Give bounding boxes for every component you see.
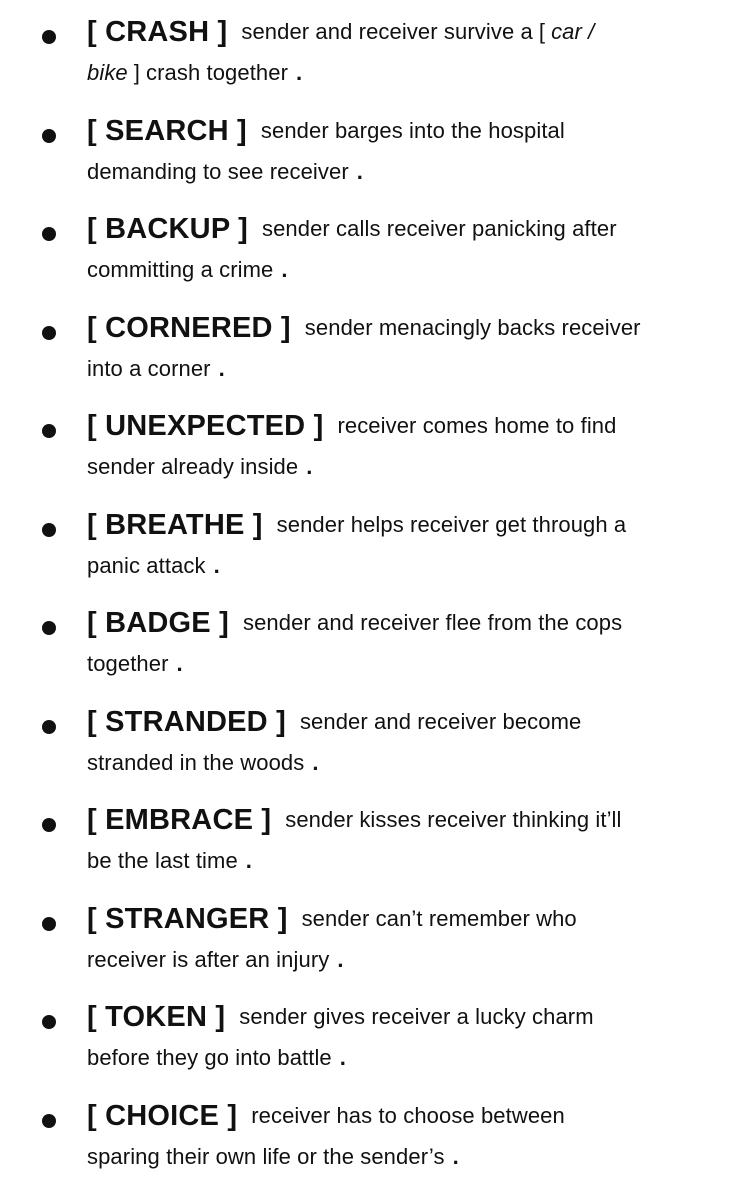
prompt-line-1 (87, 312, 715, 356)
prompt-keyword: [ EMBRACE ] (87, 804, 272, 836)
prompt-keyword: [ BREATHE ] (87, 508, 263, 541)
bullet-icon (42, 326, 56, 340)
prompt-keyword: [ UNEXPECTED ] (87, 410, 324, 442)
prompt-item-crash (0, 16, 739, 115)
prompt-keyword: [ CRASH ] (87, 16, 228, 48)
bullet-icon (42, 621, 56, 635)
prompt-item-search (0, 115, 739, 214)
prompt-description-2: before they go into battle (87, 1045, 332, 1070)
prompt-end-dot: . (339, 1045, 346, 1070)
prompt-line-1 (87, 115, 715, 159)
prompt-item-stranded (0, 706, 739, 805)
prompt-description-2: panic attack (87, 552, 206, 578)
prompt-description-2: sparing their own life or the sender’s (87, 1143, 445, 1169)
prompt-line-2 (87, 651, 715, 697)
prompt-line-2 (87, 1144, 715, 1190)
prompt-item-backup (0, 213, 739, 312)
prompt-line-1 (87, 16, 715, 60)
prompt-end-dot: . (312, 749, 319, 775)
prompt-item-token (0, 1001, 739, 1100)
prompt-keyword: [ BADGE ] (87, 607, 229, 639)
prompt-item-breathe (0, 509, 739, 608)
prompt-keyword: [ CORNERED ] (87, 311, 291, 344)
bullet-icon (42, 129, 56, 143)
prompt-description: sender and receiver survive a (241, 19, 533, 44)
prompt-keyword: [ SEARCH ] (87, 114, 247, 147)
prompt-line-2 (87, 257, 715, 303)
prompt-end-dot: . (452, 1143, 459, 1169)
prompt-description-2: demanding to see receiver (87, 158, 349, 184)
prompt-line-1 (87, 213, 715, 257)
prompt-description: sender can’t remember who (301, 905, 577, 931)
prompt-keyword: [ STRANDED ] (87, 705, 286, 738)
prompt-description-2: committing a crime (87, 257, 274, 282)
prompt-line-1 (87, 1001, 715, 1045)
prompt-line-2 (87, 750, 715, 796)
prompt-line-1 (87, 1100, 715, 1144)
prompt-description: receiver comes home to find (337, 413, 617, 438)
prompt-description-2: sender already inside (87, 454, 299, 479)
prompt-end-dot: . (356, 158, 363, 184)
prompt-item-badge (0, 607, 739, 706)
prompt-description-2: be the last time (87, 848, 238, 873)
prompt-item-stranger (0, 903, 739, 1002)
choice-text: car / (551, 19, 595, 44)
choice-bracket-open: [ (538, 19, 546, 44)
prompt-line-1 (87, 804, 715, 848)
bullet-icon (42, 917, 56, 931)
prompt-description-2: receiver is after an injury (87, 946, 330, 972)
prompt-end-dot: . (281, 257, 288, 282)
prompt-keyword: [ STRANGER ] (87, 902, 288, 935)
bullet-icon (42, 30, 56, 44)
prompt-description: sender helps receiver get through a (276, 511, 627, 537)
prompt-line-2 (87, 356, 715, 402)
prompt-item-choice (0, 1100, 739, 1199)
prompt-description: sender gives receiver a lucky charm (239, 1004, 594, 1029)
prompt-description-2: stranded in the woods (87, 749, 305, 775)
prompt-end-dot: . (296, 60, 303, 85)
prompt-end-dot: . (176, 651, 183, 676)
prompt-line-2 (87, 454, 715, 500)
prompt-line-1 (87, 706, 715, 750)
prompt-line-2 (87, 60, 715, 106)
prompt-description: sender barges into the hospital (260, 117, 565, 143)
prompt-description: sender and receiver become (299, 708, 582, 734)
bullet-icon (42, 1114, 56, 1128)
prompt-description: receiver has to choose between (251, 1102, 565, 1128)
prompt-line-1 (87, 410, 715, 454)
prompt-description-2: together (87, 651, 169, 676)
bullet-icon (42, 227, 56, 241)
prompt-keyword: [ CHOICE ] (87, 1099, 238, 1132)
prompt-line-2 (87, 947, 715, 993)
prompt-end-dot: . (306, 454, 313, 479)
choice-bracket-close: ] (133, 60, 140, 85)
prompt-keyword: [ TOKEN ] (87, 1001, 226, 1033)
prompt-end-dot: . (218, 355, 225, 381)
prompt-description-2: crash together (145, 60, 289, 85)
prompt-end-dot: . (213, 552, 220, 578)
prompt-description: sender and receiver flee from the cops (242, 610, 623, 635)
prompt-end-dot: . (245, 848, 252, 873)
prompt-description-2: into a corner (87, 355, 211, 381)
prompt-description: sender menacingly backs receiver (304, 314, 641, 340)
choice-text-2: bike (87, 60, 128, 85)
prompt-end-dot: . (337, 946, 344, 972)
prompt-item-embrace (0, 804, 739, 903)
prompt-line-2 (87, 553, 715, 599)
prompt-item-unexpected (0, 410, 739, 509)
prompt-line-2 (87, 1045, 715, 1091)
prompt-description: sender calls receiver panicking after (261, 216, 617, 241)
bullet-icon (42, 818, 56, 832)
prompt-keyword: [ BACKUP ] (87, 213, 248, 245)
prompt-line-2 (87, 848, 715, 894)
bullet-icon (42, 1015, 56, 1029)
prompt-line-1 (87, 509, 715, 553)
bullet-icon (42, 720, 56, 734)
prompt-item-cornered (0, 312, 739, 411)
prompt-description: sender kisses receiver thinking it’ll (285, 807, 622, 832)
prompt-line-1 (87, 607, 715, 651)
prompt-line-2 (87, 159, 715, 205)
bullet-icon (42, 523, 56, 537)
bullet-icon (42, 424, 56, 438)
prompt-line-1 (87, 903, 715, 947)
